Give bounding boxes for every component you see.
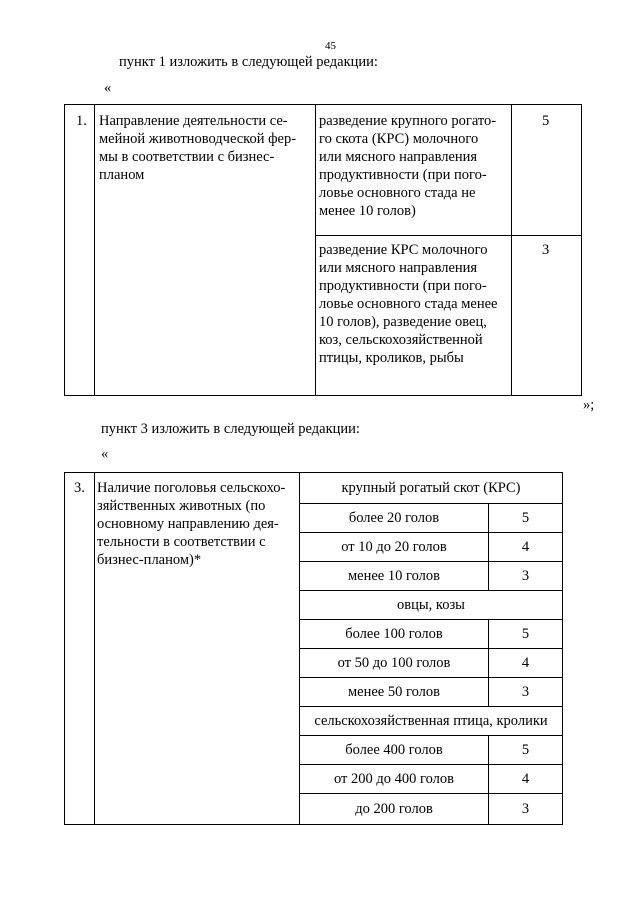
intro-paragraph-3: пункт 3 изложить в следующей редакции: xyxy=(101,421,360,437)
table1-row-number: 1. xyxy=(76,113,87,129)
table-row-label: менее 10 голов xyxy=(348,568,440,584)
intro-paragraph-1: пункт 1 изложить в следующей редакции: xyxy=(119,54,378,70)
table1-score-krs: 5 xyxy=(542,113,550,129)
close-quote-1: »; xyxy=(583,397,595,413)
table-row-label: до 200 голов xyxy=(355,801,433,817)
open-quote-1: « xyxy=(104,80,112,96)
table-row-label: менее 50 голов xyxy=(348,684,440,700)
table-row-label: более 20 голов xyxy=(348,510,440,526)
group-header-poultry: сельскохозяйственная птица, кролики xyxy=(314,713,548,729)
table1-score-other: 3 xyxy=(542,242,550,258)
table-row-score: 4 xyxy=(521,655,530,671)
group-header-sheep: овцы, козы xyxy=(397,597,465,613)
table-row-score: 4 xyxy=(521,771,530,787)
table-row-score: 5 xyxy=(521,510,530,526)
table-row-score: 3 xyxy=(521,801,530,817)
table-row-score: 3 xyxy=(521,684,530,700)
page-number: 45 xyxy=(325,40,336,52)
table-row-label: более 100 голов xyxy=(345,626,443,642)
group-header-krs: крупный рогатый скот (КРС) xyxy=(341,480,521,496)
table-row-score: 4 xyxy=(521,539,530,555)
table-row-score: 3 xyxy=(521,568,530,584)
table-row-score: 5 xyxy=(521,626,530,642)
table-row-label: от 50 до 100 голов xyxy=(337,655,451,671)
table-row-label: более 400 голов xyxy=(345,742,443,758)
table-row-label: от 10 до 20 голов xyxy=(341,539,447,555)
table-row-score: 5 xyxy=(521,742,530,758)
table3-row-number: 3. xyxy=(74,480,85,496)
open-quote-3: « xyxy=(101,446,109,462)
table-row-label: от 200 до 400 голов xyxy=(333,771,454,787)
